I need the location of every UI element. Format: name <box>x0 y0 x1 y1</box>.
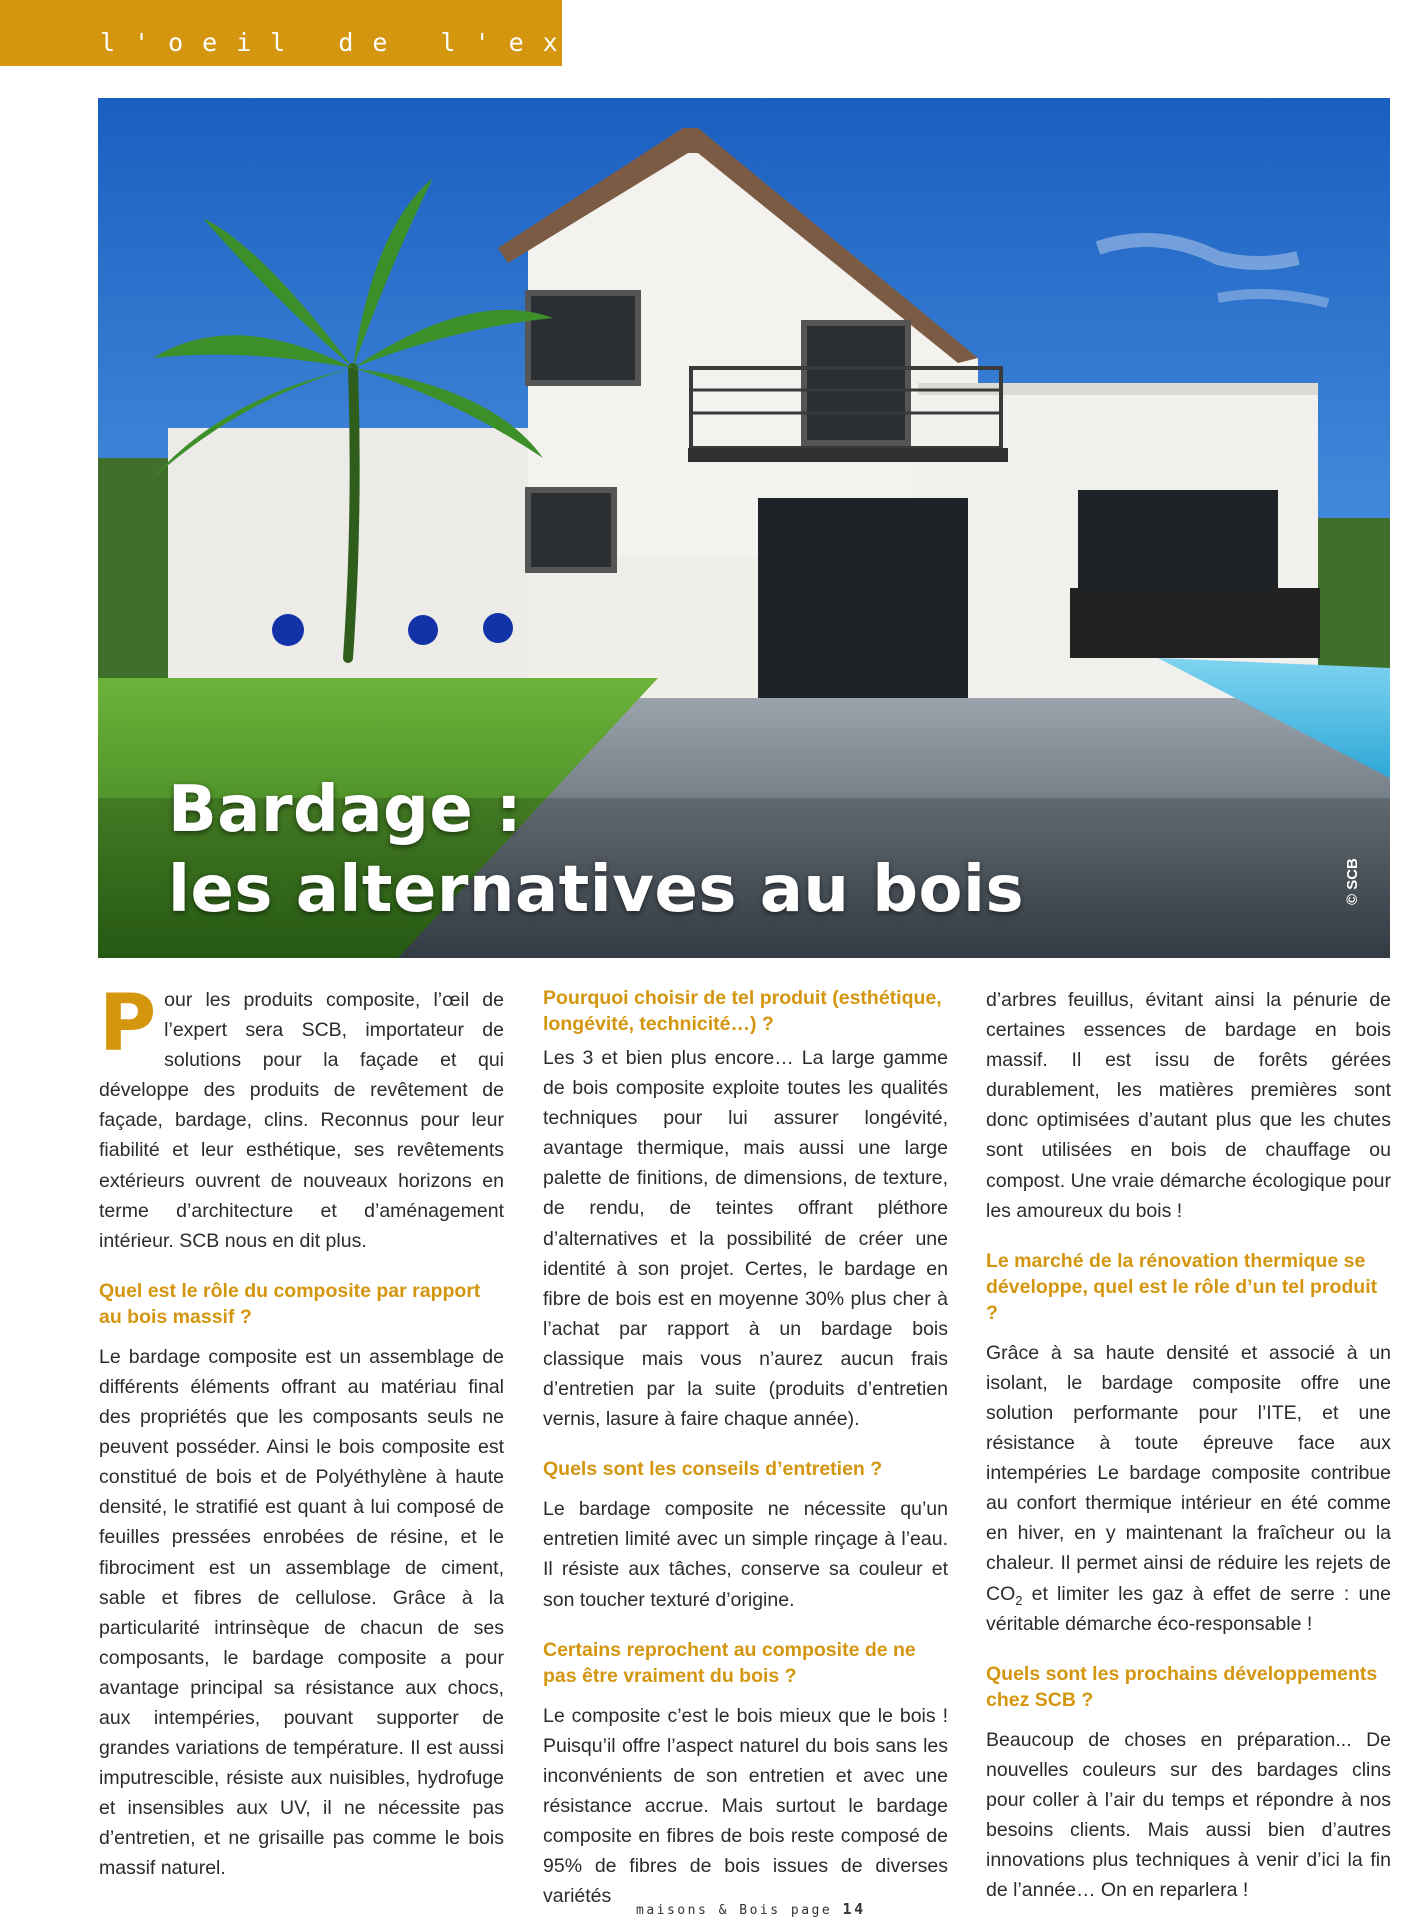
answer-paragraph-5 <box>986 1338 1391 1639</box>
title-line-1: Bardage : <box>168 773 523 847</box>
co2-subscript: 2 <box>1015 1592 1023 1608</box>
footer-text: maisons & Bois page <box>636 1903 833 1918</box>
column-3 <box>986 985 1391 1905</box>
page-footer <box>636 1900 866 1918</box>
column-2 <box>543 985 948 1911</box>
answer-paragraph-2: Les 3 et bien plus encore… La large gamme de bois composite exploite toutes les qualités techniques pour lui assurer longévité, avantage thermique, mais aussi une large palette de finitions, de dimensions, de texture, de rendu, de teintes offrant pléthore d’alternatives et la possibilité de créer une identité à son projet. Certes, le bardage en fibre de bois est en moyenne 30% plus cher à l’achat par rapport à un bardage bois classique mais vous n’aurez aucun frais d’entretien par la suite (produits d’entretien vernis, lasure à faire chaque année). <box>543 1047 948 1431</box>
question-heading-2: Pourquoi choisir de tel produit (esthétique, longévité, technicité…) ? <box>543 987 942 1035</box>
section-tab: l'oeil de l'expert <box>0 0 562 66</box>
answer-paragraph-4: Le composite c’est le bois mieux que le bois ! Puisqu’il offre l’aspect naturel du bois sans les inconvénients de son entretien et avec une résistance accrue. Mais surtout le bardage composite en fibres de bois reste composé de 95% de fibres de bois issues de diverses variétés <box>543 1704 948 1908</box>
photo-credit: © SCB <box>1344 858 1361 905</box>
answer-paragraph-6: Beaucoup de choses en préparation... De nouvelles couleurs sur des bardages clins pour coller à l’air du temps et répondre à nos besoins clients. Mais aussi bien d’autres innovations plus techniques à venir d’ici la fin de l’année… On en reparlera ! <box>986 1728 1391 1902</box>
page-number: 14 <box>842 1900 866 1918</box>
answer-paragraph-4-continued: d’arbres feuillus, évitant ainsi la pénurie de certaines essences de bardage en bois massif. Il est issu de forêts gérées durablement, les matières premières sont donc optimisées d’autant plus que les chutes sont utilisées en bois de chauffage ou compost. Une vraie démarche écologique pour les amoureux du bois ! <box>986 989 1391 1222</box>
question-heading-5: Le marché de la rénovation thermique se développe, quel est le rôle d’un tel produit ? <box>986 1249 1378 1324</box>
intro-paragraph <box>99 979 504 1256</box>
intro-text: our les produits composite, l’œil de l’expert sera SCB, importateur de solutions pour la façade et qui développe des produits de revêtement de façade, bardage, clins. Reconnus pour leur fiabilité et leur esthétique, ses revêtements extérieurs ouvrent de nouveaux horizons en terme d’architecture et d’aménagement intérieur. SCB nous en dit plus. <box>99 989 504 1252</box>
answer-5-text-a: Grâce à sa haute densité et associé à un isolant, le bardage composite offre une solution performante pour l’ITE, et une résistance à toute épreuve face aux intempéries Le bardage composite contribue au confort thermique intérieur en été comme en hiver, en y maintenant la fraîcheur ou la chaleur. Il permet ainsi de réduire les rejets de CO <box>986 1341 1391 1605</box>
title-line-2: les alternatives au bois <box>168 853 1025 927</box>
answer-paragraph-3: Le bardage composite ne nécessite qu’un entretien limité avec un simple rinçage à l’eau. Il résiste aux tâches, conserve sa couleur et son toucher texturé d’origine. <box>543 1498 948 1611</box>
answer-5-text-b: et limiter les gaz à effet de serre : une véritable démarche éco-responsable ! <box>986 1582 1391 1635</box>
question-heading-4: Certains reprochent au composite de ne pas être vraiment du bois ? <box>543 1638 916 1687</box>
question-heading-1: Quel est le rôle du composite par rapport au bois massif ? <box>99 1279 481 1328</box>
question-heading-3: Quels sont les conseils d’entretien ? <box>543 1458 883 1481</box>
question-heading-6: Quels sont les prochains développements chez SCB ? <box>986 1662 1378 1711</box>
answer-paragraph-1: Le bardage composite est un assemblage de différents éléments offrant au matériau final des propriétés que les composants seuls ne peuvent posséder. Ainsi le bois composite est constitué de bois et de Polyéthylène à haute densité, le stratifié est quant à lui composé de feuilles pressées enrobées de résine, et le fibrociment est un assemblage de ciment, sable et fibres de cellulose. Grâce à la particularité intrinsèque de chacun de ses composants, le bardage composite a pour avantage principal sa résistance aux chocs, aux intempéries, pouvant supporter de grandes variations de température. Il est aussi imputrescible, résiste aux nuisibles, hydrofuge et insensibles aux UV, il ne nécessite pas d’entretien, et ne grisaille pas comme le bois massif naturel. <box>99 1345 504 1880</box>
column-1 <box>99 979 504 1884</box>
drop-cap: P <box>99 979 157 1069</box>
article-title <box>168 770 1024 930</box>
